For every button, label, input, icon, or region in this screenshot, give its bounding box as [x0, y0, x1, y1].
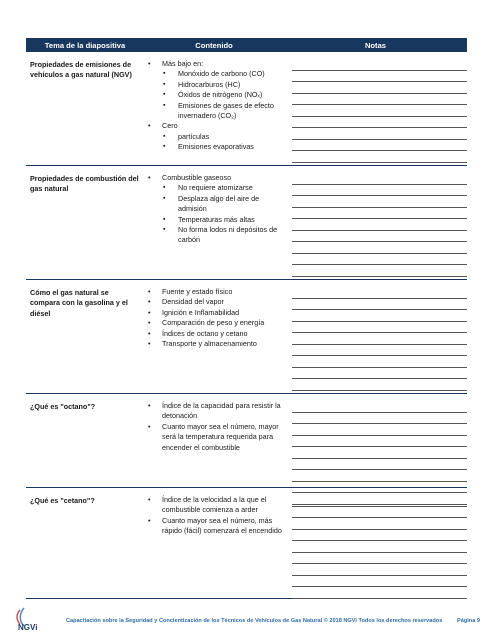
content-bullet: ▪ Emisiones de gases de efecto invernadero (CO₂) [148, 101, 284, 122]
note-line[interactable] [292, 424, 467, 436]
page-number: Página 9 [456, 618, 480, 624]
content-bullet: ▪ No forma lodos ni depósitos de carbón [148, 225, 284, 246]
note-line[interactable] [292, 436, 467, 448]
content-bullet: ▪ partículas [148, 132, 284, 142]
table-row [26, 280, 467, 394]
header-topic: Tema de la diapositiva [44, 40, 126, 50]
content-bullet: ▪ No requiere atomizarse [148, 183, 284, 193]
note-line[interactable] [292, 587, 467, 599]
content-bullet: ▪ Hidrocarburos (HC) [148, 80, 284, 90]
note-line[interactable] [292, 345, 467, 357]
note-line[interactable] [292, 447, 467, 459]
note-line[interactable] [292, 71, 467, 83]
content-bullet: • Índice de la capacidad para resistir la detonación [148, 401, 284, 422]
note-line[interactable] [292, 219, 467, 231]
content-bullet: ▪ Óxidos de nitrógeno (NOₓ) [148, 90, 284, 100]
logo-text: NGVi [18, 623, 38, 632]
slide-topic: Propiedades de emisiones de vehículos a gas natural (NGV) [30, 60, 132, 80]
note-line[interactable] [292, 128, 467, 140]
note-line[interactable] [292, 495, 467, 507]
content-bullet: • Más bajo en: [148, 59, 284, 69]
note-line[interactable] [292, 530, 467, 542]
note-line[interactable] [292, 185, 467, 197]
note-line[interactable] [292, 356, 467, 368]
note-line[interactable] [292, 242, 467, 254]
content-bullet: • Cero [148, 121, 284, 131]
ngvi-logo [10, 604, 58, 632]
note-line[interactable] [292, 82, 467, 94]
slide-content [144, 52, 284, 165]
note-line[interactable] [292, 140, 467, 152]
header-content: Contenido [195, 40, 233, 50]
content-bullet: • Índices de octano y cetano [148, 329, 284, 339]
content-bullet: • Índice de la velocidad a la que el combustible comienza a arder [148, 495, 284, 516]
note-line[interactable] [292, 151, 467, 163]
note-line[interactable] [292, 94, 467, 106]
note-line[interactable] [292, 518, 467, 530]
note-line[interactable] [292, 553, 467, 565]
note-line[interactable] [292, 59, 467, 71]
content-bullet: • Comparación de peso y energía [148, 318, 284, 328]
note-line[interactable] [292, 401, 467, 413]
footer-text: Capacitación sobre la Seguridad y Concientización de los Técnicos de Vehículos de Gas Natural © 2018 NGVi Todos los derechos reservados [66, 618, 443, 624]
notes-lines [284, 166, 467, 279]
slide-content [144, 280, 284, 393]
note-line[interactable] [292, 470, 467, 482]
table-body [26, 52, 467, 599]
content-bullet: • Ignición e Inflamabilidad [148, 308, 284, 318]
content-bullet: ▪ Monóxido de carbono (CO) [148, 69, 284, 79]
note-line[interactable] [292, 541, 467, 553]
slide-topic: Propiedades de combustión del gas natural [30, 174, 139, 194]
slide-topic: ¿Qué es "octano"? [30, 402, 96, 411]
header-notes: Notas [364, 40, 387, 50]
content-bullet: • Fuente y estado físico [148, 287, 284, 297]
table-row [26, 394, 467, 488]
note-line[interactable] [292, 564, 467, 576]
note-line[interactable] [292, 576, 467, 588]
note-line[interactable] [292, 368, 467, 380]
notes-lines [284, 280, 467, 393]
table-row [26, 52, 467, 166]
note-line[interactable] [292, 322, 467, 334]
table-row [26, 488, 467, 599]
note-line[interactable] [292, 208, 467, 220]
note-line[interactable] [292, 265, 467, 277]
table-row [26, 166, 467, 280]
note-line[interactable] [292, 254, 467, 266]
content-bullet: ▪ Emisiones evaporativas [148, 142, 284, 152]
notes-lines [284, 52, 467, 165]
note-line[interactable] [292, 299, 467, 311]
note-line[interactable] [292, 507, 467, 519]
note-line[interactable] [292, 105, 467, 117]
content-bullet: • Cuanto mayor sea el número, más rápido (fácil) comenzará el encendido [148, 516, 284, 537]
slide-content [144, 166, 284, 279]
note-line[interactable] [292, 117, 467, 129]
note-line[interactable] [292, 413, 467, 425]
note-line[interactable] [292, 333, 467, 345]
content-bullet: ▪ Temperaturas más altas [148, 215, 284, 225]
content-bullet: ▪ Desplaza algo del aire de admisión [148, 194, 284, 215]
content-bullet: • Transporte y almacenamiento [148, 339, 284, 349]
notes-lines [284, 488, 467, 599]
slide-topic: Cómo el gas natural se compara con la gasolina y el diésel [30, 288, 128, 318]
footer [10, 604, 484, 632]
content-bullet: • Combustible gaseoso [148, 173, 284, 183]
slide-content [144, 488, 284, 599]
note-line[interactable] [292, 173, 467, 185]
note-line[interactable] [292, 287, 467, 299]
note-line[interactable] [292, 196, 467, 208]
notes-table [26, 38, 467, 599]
note-line[interactable] [292, 459, 467, 471]
note-line[interactable] [292, 379, 467, 391]
table-header [26, 38, 467, 52]
slide-topic: ¿Qué es "cetano"? [30, 496, 95, 505]
note-line[interactable] [292, 231, 467, 243]
content-bullet: • Cuanto mayor sea el número, mayor será la temperatura requerida para encender el combustible [148, 422, 284, 453]
note-line[interactable] [292, 310, 467, 322]
content-bullet: • Densidad del vapor [148, 297, 284, 307]
